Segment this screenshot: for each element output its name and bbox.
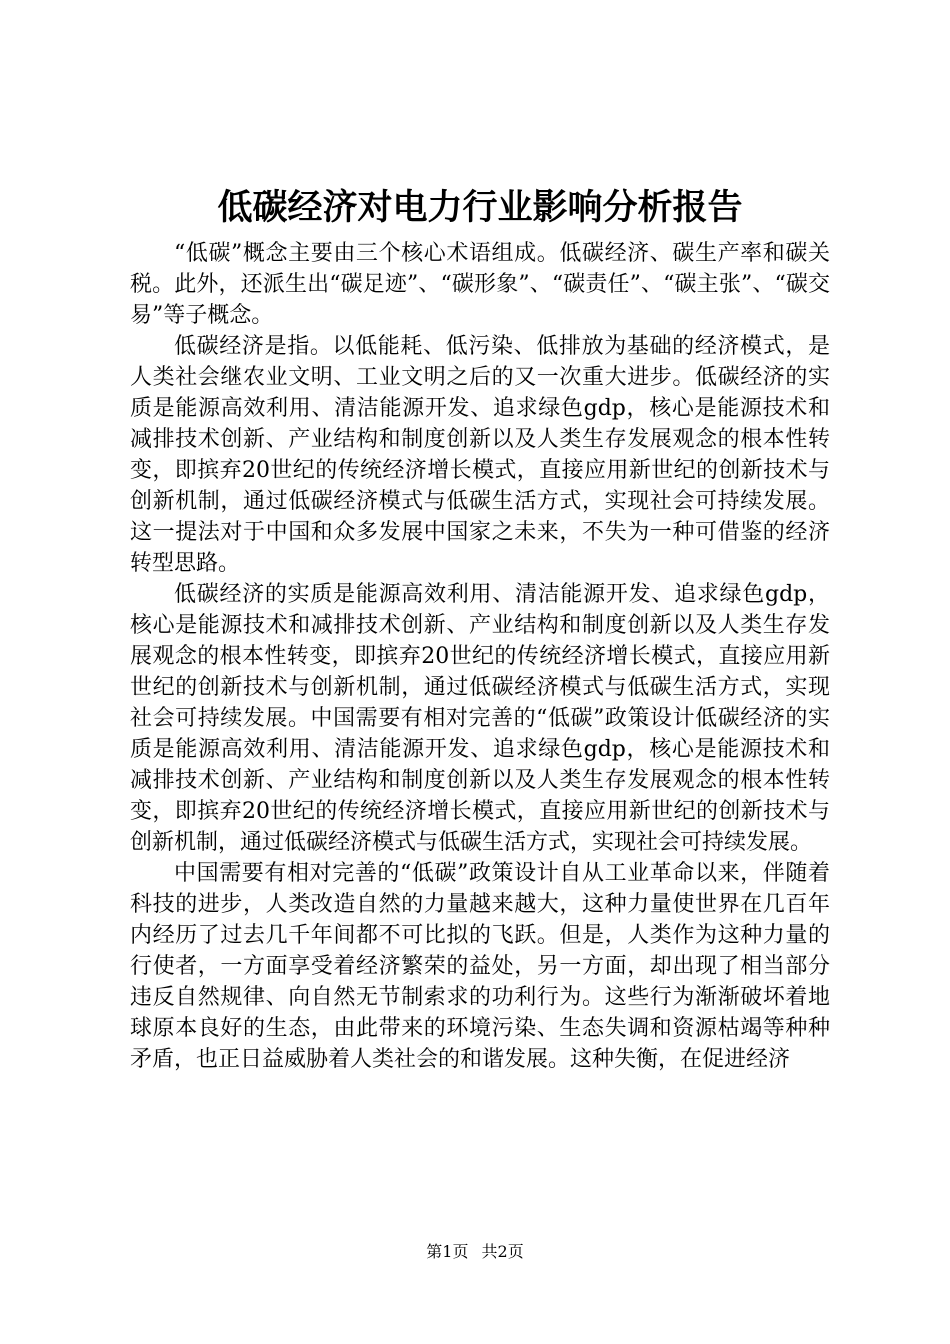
paragraph-1: “低碳”概念主要由三个核心术语组成。低碳经济、碳生产率和碳关税。此外，还派生出“碳足迹”、“碳形象”、“碳责任”、“碳主张”、“碳交易”等子概念。 [130, 241, 830, 328]
paragraph-2: 低碳经济是指。以低能耗、低污染、低排放为基础的经济模式，是人类社会继农业文明、工业文明之后的又一次重大进步。低碳经济的实质是能源高效利用、清洁能源开发、追求绿色gdp，核心是能源技术和减排技术创新、产业结构和制度创新以及人类生存发展观念的根本性转变，即摈弃20世纪的传统经济增长模式，直接应用新世纪的创新技术与创新机制，通过低碳经济模式与低碳生活方式，实现社会可持续发展。这一提法对于中国和众多发展中国家之未来，不失为一种可借鉴的经济转型思路。 [130, 334, 830, 576]
page-number: 第1页 [426, 1242, 469, 1261]
paragraph-3: 低碳经济的实质是能源高效利用、清洁能源开发、追求绿色gdp，核心是能源技术和减排技术创新、产业结构和制度创新以及人类生存发展观念的根本性转变，即摈弃20世纪的传统经济增长模式，直接应用新世纪的创新技术与创新机制，通过低碳经济模式与低碳生活方式，实现社会可持续发展。中国需要有相对完善的“低碳”政策设计低碳经济的实质是能源高效利用、清洁能源开发、追求绿色gdp，核心是能源技术和减排技术创新、产业结构和制度创新以及人类生存发展观念的根本性转变，即摈弃20世纪的传统经济增长模式，直接应用新世纪的创新技术与创新机制，通过低碳经济模式与低碳生活方式，实现社会可持续发展。 [130, 582, 830, 855]
document-body [130, 238, 830, 1075]
page-footer [0, 1240, 950, 1264]
document-title: 低碳经济对电力行业影响分析报告 [217, 188, 743, 228]
paragraph-4: 中国需要有相对完善的“低碳”政策设计自从工业革命以来，伴随着科技的进步，人类改造自然的力量越来越大，这种力量使世界在几百年内经历了过去几千年间都不可比拟的飞跃。但是，人类作为这种力量的行使者，一方面享受着经济繁荣的益处，另一方面，却出现了相当部分违反自然规律、向自然无节制索求的功利行为。这些行为渐渐破坏着地球原本良好的生态，由此带来的环境污染、生态失调和资源枯竭等种种矛盾，也正日益威胁着人类社会的和谐发展。这种失衡，在促进经济 [130, 861, 830, 1072]
page-total: 共2页 [481, 1242, 524, 1261]
